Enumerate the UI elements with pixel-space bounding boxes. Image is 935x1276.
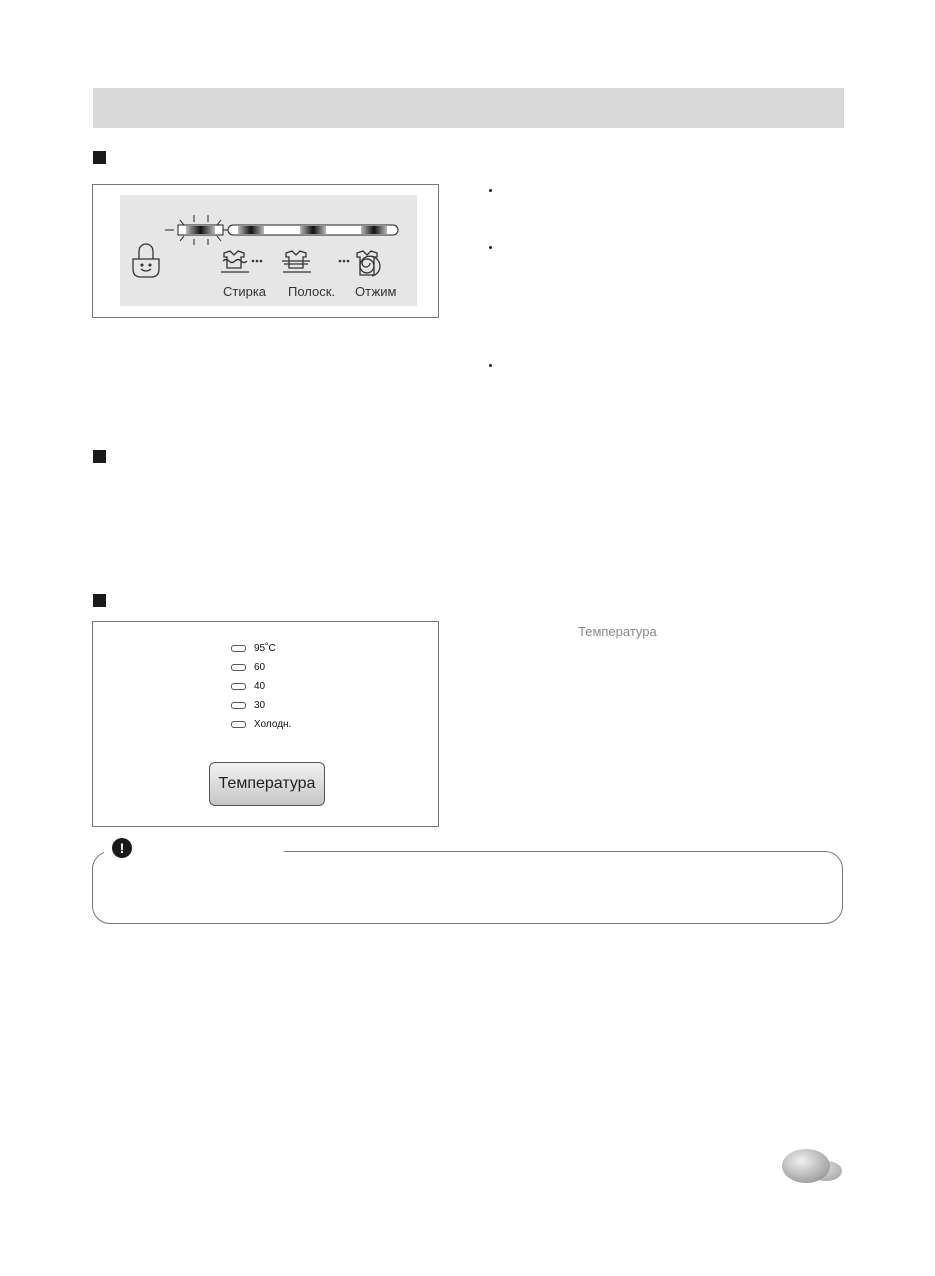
- temp-led: [231, 683, 246, 690]
- wash-icon: [221, 251, 249, 272]
- exclamation-icon: !: [112, 838, 132, 858]
- note-box: [92, 851, 843, 924]
- temp-label: 30: [254, 699, 266, 711]
- bullet: [489, 246, 492, 249]
- temp-led: [231, 645, 246, 652]
- stage-label-spin: Отжим: [355, 284, 397, 299]
- temp-option-95: [231, 641, 276, 655]
- stage-label-wash: Стирка: [223, 284, 267, 299]
- temp-option-30: [231, 698, 265, 712]
- temp-option-60: [231, 660, 265, 674]
- stage-label-rinse: Полоск.: [288, 284, 336, 299]
- progress-display-panel: [92, 184, 439, 318]
- spin-icon: [357, 251, 380, 276]
- temp-led: [231, 721, 246, 728]
- display-screen: [120, 195, 417, 306]
- temperature-panel: [92, 621, 439, 827]
- section-marker: [93, 594, 106, 607]
- temp-option-40: [231, 679, 265, 693]
- temperature-button[interactable]: Температура: [209, 762, 325, 806]
- temp-label: 40: [254, 680, 266, 692]
- progress-segment: [361, 226, 387, 234]
- active-wash-segment-fill: [186, 226, 215, 234]
- temp-led: [231, 702, 246, 709]
- bullet: [489, 189, 492, 192]
- temp-led: [231, 664, 246, 671]
- temp-label: Холодн.: [254, 718, 292, 730]
- rinse-icon: [282, 251, 311, 272]
- section-marker: [93, 450, 106, 463]
- bullet: [489, 364, 492, 367]
- dots-separator: [252, 260, 263, 263]
- temp-label: 95˚C: [254, 642, 276, 654]
- page-number-badge: [780, 1147, 844, 1187]
- progress-segment: [300, 226, 326, 234]
- temperature-button-reference: Температура: [578, 624, 657, 639]
- temp-option-cold: [231, 717, 291, 731]
- section-marker: [93, 151, 106, 164]
- temp-label: 60: [254, 661, 266, 673]
- dots-separator: [339, 260, 350, 263]
- progress-segment: [238, 226, 264, 234]
- child-lock-icon: [133, 244, 159, 277]
- header-bar: [93, 88, 844, 128]
